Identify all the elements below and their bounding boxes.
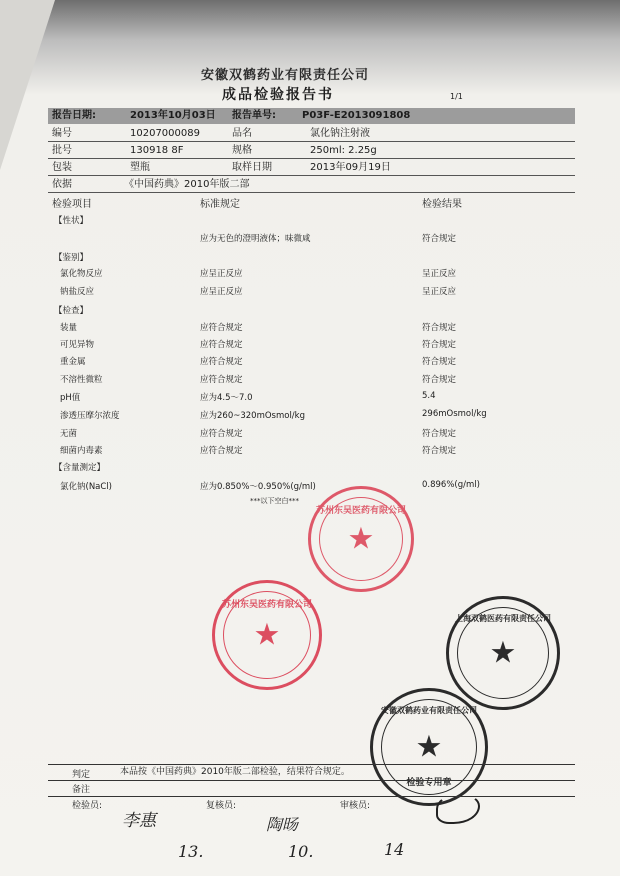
- test-standard: 应符合规定: [200, 446, 243, 456]
- section-identification: 【鉴别】: [54, 253, 89, 263]
- reviewer-signature: 陶旸: [266, 815, 299, 834]
- test-standard: 应呈正反应: [200, 269, 243, 279]
- test-item: 钠盐反应: [60, 287, 95, 297]
- test-standard: 应为无色的澄明液体；味微咸: [200, 234, 311, 244]
- test-item: 重金属: [60, 357, 86, 367]
- test-item: 氯化物反应: [60, 269, 103, 279]
- name-label: 品名: [232, 128, 252, 139]
- footer-rule: [48, 796, 575, 797]
- column-header-result: 检验结果: [422, 199, 462, 210]
- test-result: 符合规定: [422, 234, 457, 244]
- test-result: 符合规定: [422, 323, 457, 333]
- info-row-basis: [48, 177, 575, 193]
- company-name: 安徽双鹤药业有限责任公司: [200, 68, 369, 83]
- test-item: pH值: [60, 393, 81, 403]
- package-value: 塑瓶: [130, 162, 150, 173]
- basis-label: 依据: [52, 179, 72, 190]
- verdict-label: 判定: [72, 770, 91, 780]
- batch-label: 批号: [52, 145, 72, 156]
- package-label: 包装: [52, 162, 72, 173]
- code-value: 10207000089: [130, 128, 200, 139]
- sign-date-month: 10.: [288, 842, 314, 861]
- black-stamp-inspection: [370, 688, 488, 806]
- inspector-signature: 李惠: [122, 811, 156, 831]
- footer-rule: [48, 780, 575, 781]
- test-result: 符合规定: [422, 357, 457, 367]
- remark-label: 备注: [72, 785, 91, 795]
- document-title: 成品检验报告书: [222, 87, 334, 103]
- test-result: 0.896%(g/ml): [422, 480, 480, 490]
- test-standard: 应为4.5～7.0: [200, 393, 253, 403]
- star-icon: ★: [489, 635, 517, 671]
- test-item: 细菌内毒素: [60, 446, 103, 456]
- sample-date-value: 2013年09月19日: [310, 162, 391, 173]
- auditor-label: 审核员:: [340, 801, 371, 811]
- spec-value: 250ml: 2.25g: [310, 145, 377, 156]
- column-header-item: 检验项目: [52, 199, 92, 210]
- sample-date-label: 取样日期: [232, 162, 272, 173]
- red-stamp-lower: [212, 580, 322, 690]
- stamp-text: 上海双鹤医药有限责任公司: [455, 614, 551, 623]
- test-result: 呈正反应: [422, 287, 457, 297]
- end-mark: ***以下空白***: [250, 497, 299, 505]
- section-appearance: 【性状】: [54, 216, 89, 226]
- info-row-code: [48, 126, 575, 142]
- stamp-text: 安徽双鹤药业有限责任公司: [381, 706, 477, 715]
- star-icon: ★: [347, 521, 375, 557]
- test-item: 无菌: [60, 429, 78, 439]
- basis-value: 《中国药典》2010年版二部: [124, 179, 250, 190]
- star-icon: ★: [415, 729, 443, 765]
- report-header-bar: [48, 108, 575, 124]
- info-row-package: [48, 160, 575, 176]
- report-no: P03F-E2013091808: [302, 110, 411, 121]
- test-standard: 应符合规定: [200, 429, 243, 439]
- page-number: 1/1: [450, 92, 463, 101]
- test-item: 氯化钠(NaCl): [60, 482, 112, 492]
- test-standard: 应符合规定: [200, 340, 243, 350]
- verdict-text: 本品按《中国药典》2010年版二部检验，结果符合规定。: [120, 767, 350, 777]
- test-item: 不溶性微粒: [60, 375, 103, 385]
- test-standard: 应为0.850%～0.950%(g/ml): [200, 482, 316, 492]
- test-standard: 应符合规定: [200, 375, 243, 385]
- section-inspection: 【检查】: [54, 306, 89, 316]
- column-header-standard: 标准规定: [200, 199, 240, 210]
- test-result: 符合规定: [422, 446, 457, 456]
- black-stamp-right: [446, 596, 560, 710]
- auditor-signature: [436, 794, 480, 824]
- test-item: 可见异物: [60, 340, 95, 350]
- code-label: 编号: [52, 128, 72, 139]
- test-standard: 应为260~320mOsmol/kg: [200, 411, 305, 421]
- test-result: 呈正反应: [422, 269, 457, 279]
- test-standard: 应符合规定: [200, 323, 243, 333]
- test-standard: 应符合规定: [200, 357, 243, 367]
- spec-label: 规格: [232, 145, 252, 156]
- report-no-label: 报告单号:: [232, 110, 276, 121]
- sign-date-year: 13.: [178, 842, 204, 861]
- info-row-batch: [48, 143, 575, 159]
- inspector-label: 检验员:: [72, 801, 103, 811]
- red-stamp-upper: [308, 486, 414, 592]
- test-item: 渗透压摩尔浓度: [60, 411, 120, 421]
- folded-corner: [0, 0, 55, 170]
- test-result: 符合规定: [422, 429, 457, 439]
- test-result: 5.4: [422, 391, 436, 401]
- batch-value: 130918 8F: [130, 145, 184, 156]
- report-date: 2013年10月03日: [130, 110, 216, 121]
- stamp-text: 苏州东吴医药有限公司: [221, 600, 312, 610]
- test-result: 符合规定: [422, 375, 457, 385]
- sign-date-day: 14: [384, 840, 405, 859]
- reviewer-label: 复核员:: [206, 801, 237, 811]
- test-standard: 应呈正反应: [200, 287, 243, 297]
- test-item: 装量: [60, 323, 78, 333]
- test-result: 296mOsmol/kg: [422, 409, 487, 419]
- section-assay: 【含量测定】: [54, 463, 106, 473]
- name-value: 氯化钠注射液: [310, 128, 370, 139]
- star-icon: ★: [253, 617, 281, 653]
- stamp-subtext: 检验专用章: [406, 778, 452, 788]
- test-result: 符合规定: [422, 340, 457, 350]
- report-date-label: 报告日期:: [52, 110, 96, 121]
- stamp-text: 苏州东吴医药有限公司: [315, 506, 406, 516]
